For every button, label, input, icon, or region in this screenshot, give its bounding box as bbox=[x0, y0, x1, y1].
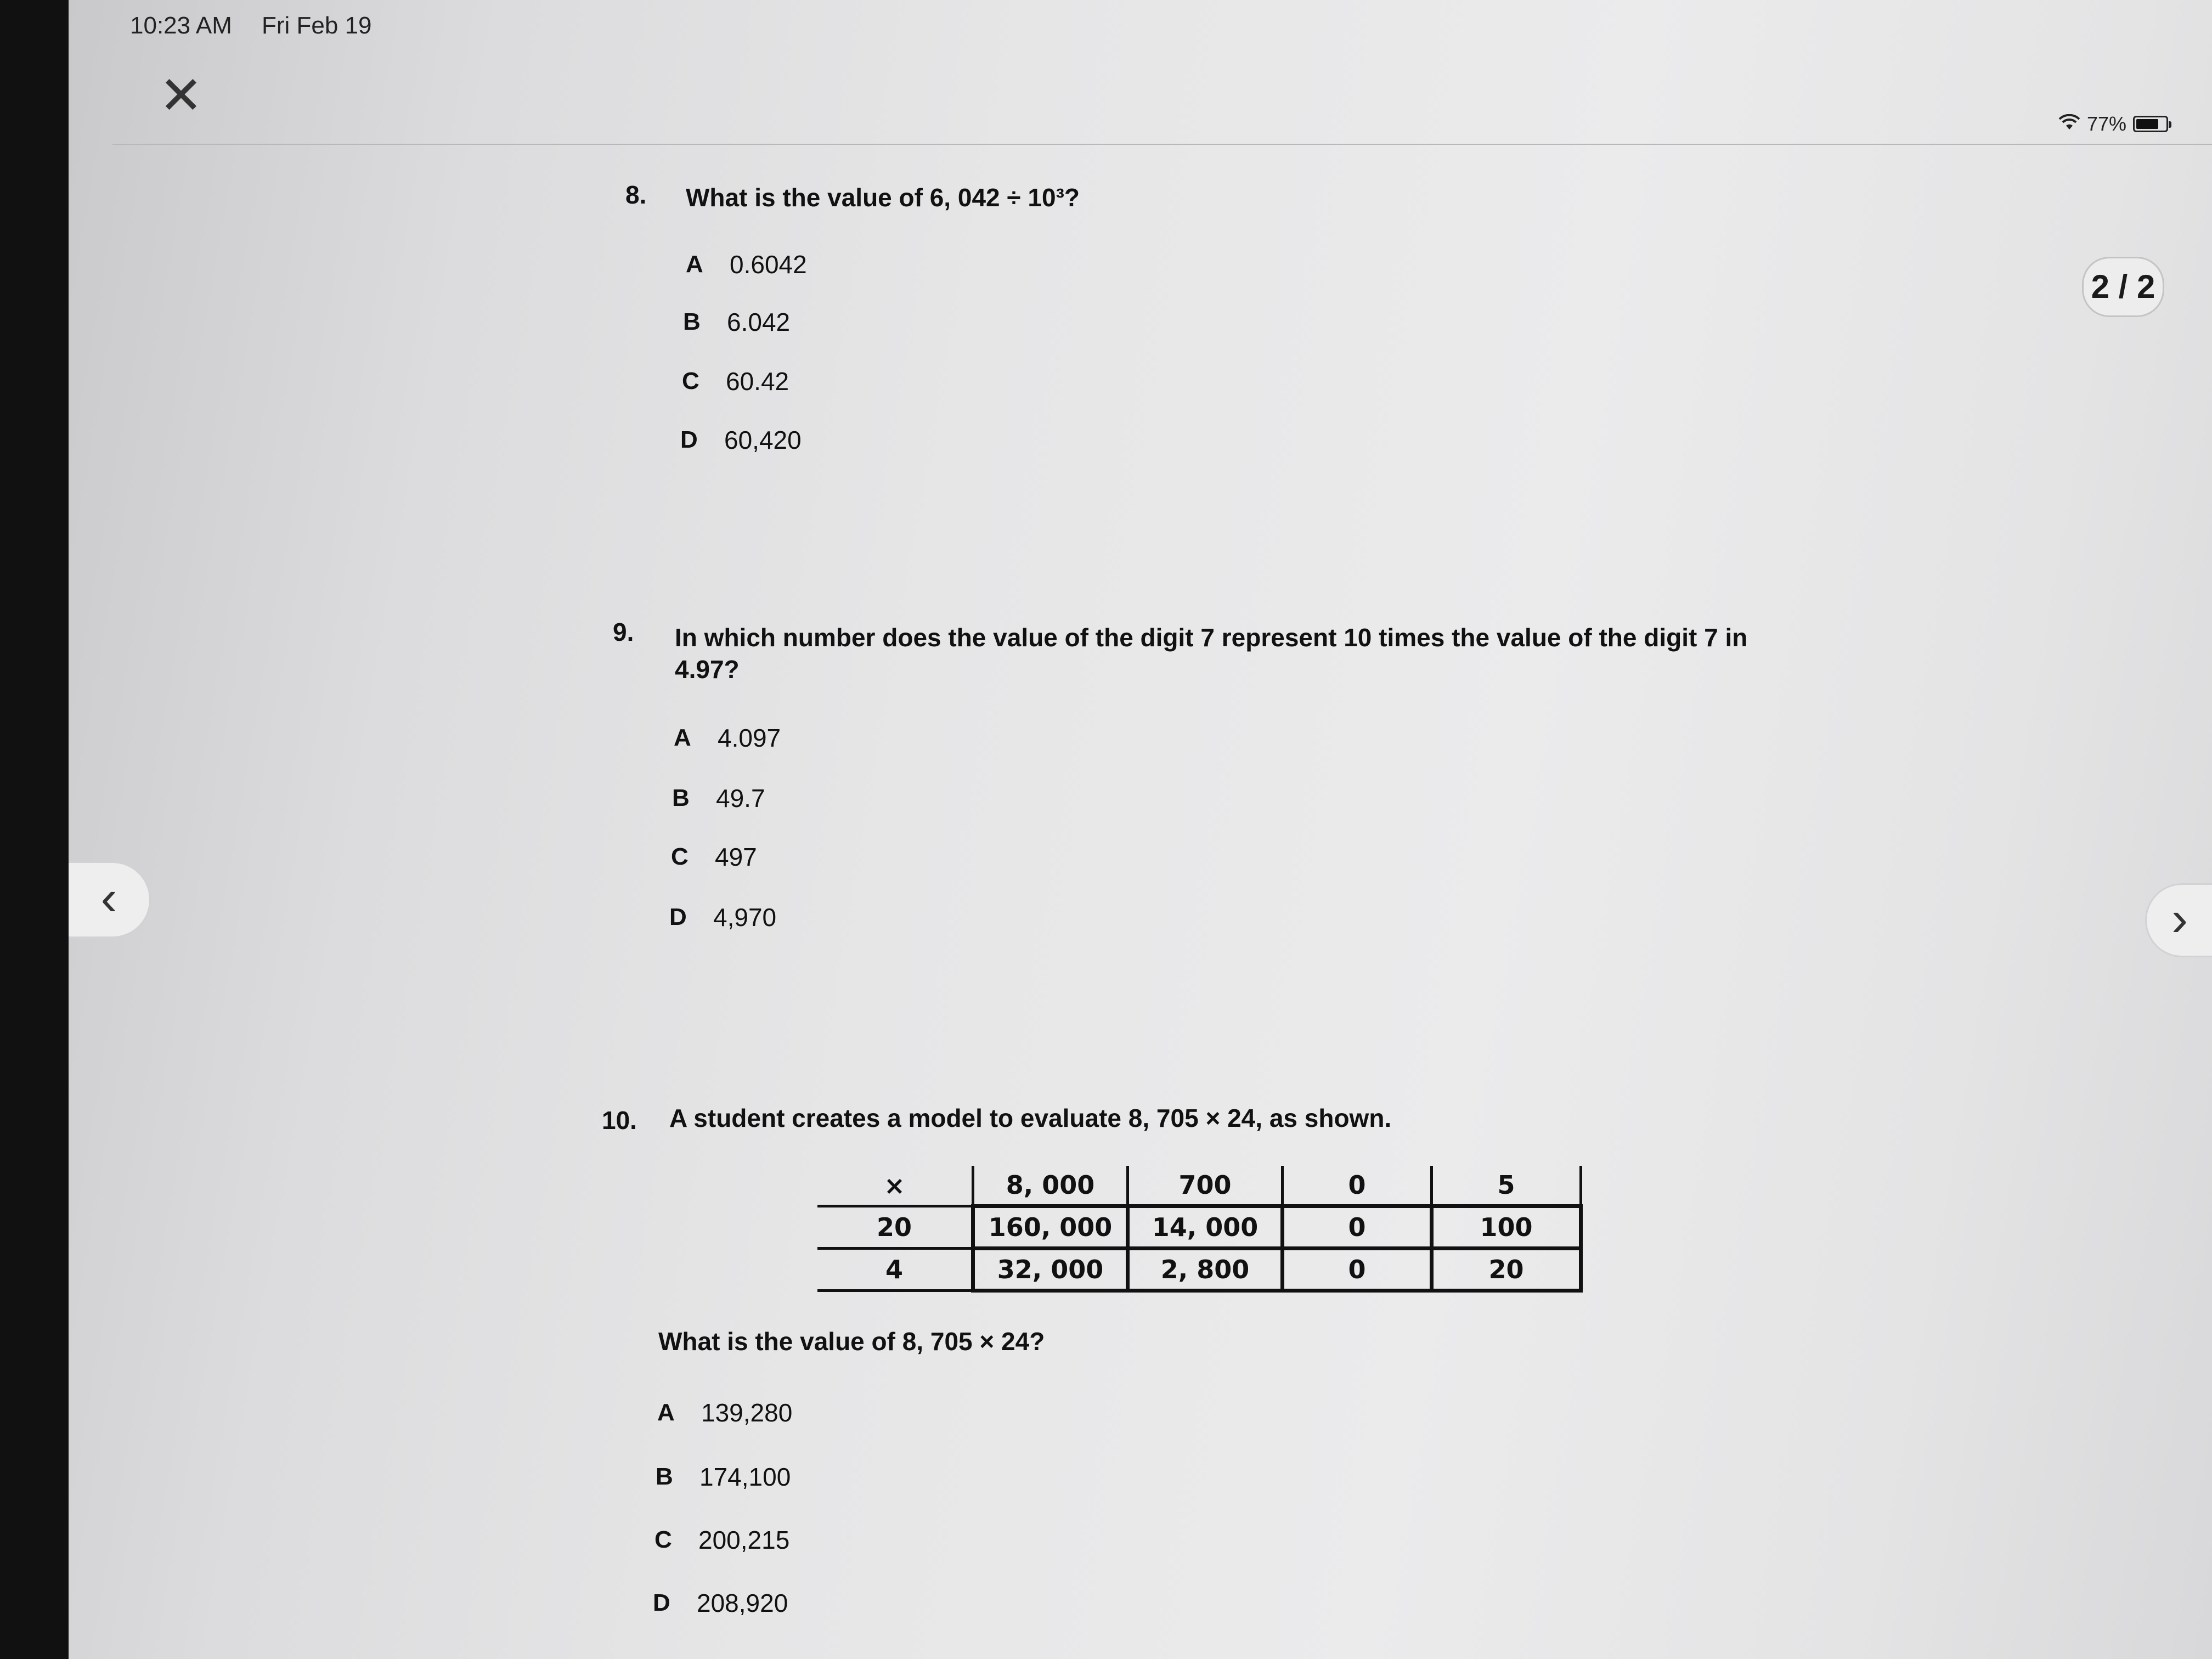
status-time: 10:23 AM bbox=[130, 12, 232, 39]
choice-letter: D bbox=[669, 904, 687, 930]
close-icon: ✕ bbox=[159, 66, 204, 125]
choice-letter: C bbox=[671, 843, 689, 870]
choice-c[interactable] bbox=[671, 842, 757, 872]
next-page-button[interactable] bbox=[2145, 883, 2212, 957]
choice-d[interactable] bbox=[680, 425, 802, 455]
choice-letter: A bbox=[657, 1399, 675, 1426]
question-number: 10. bbox=[602, 1106, 637, 1135]
choice-letter: B bbox=[683, 308, 701, 335]
model-corner: × bbox=[817, 1166, 973, 1206]
chevron-left-icon: ‹ bbox=[100, 871, 117, 926]
question-text: A student creates a model to evaluate 8, 705 × 24, as shown. bbox=[669, 1104, 1392, 1132]
model-row-label: 20 bbox=[817, 1206, 973, 1249]
screen bbox=[69, 0, 2212, 1659]
area-model-table bbox=[817, 1166, 1583, 1293]
model-cell: 100 bbox=[1432, 1206, 1581, 1249]
question-number: 9. bbox=[613, 618, 634, 646]
choice-value: 4.097 bbox=[718, 724, 781, 752]
model-column-header: 8, 000 bbox=[973, 1166, 1128, 1206]
status-indicators bbox=[2058, 112, 2168, 136]
model-cell: 0 bbox=[1283, 1249, 1432, 1291]
choice-letter: B bbox=[656, 1463, 673, 1490]
choice-value: 60.42 bbox=[726, 367, 789, 396]
choice-c[interactable] bbox=[682, 366, 789, 396]
close-button[interactable] bbox=[156, 66, 206, 125]
choice-a[interactable] bbox=[674, 723, 781, 753]
choice-b[interactable] bbox=[683, 307, 790, 337]
model-header-row bbox=[817, 1166, 1581, 1206]
question-text-line2: 4.97? bbox=[675, 655, 740, 684]
subquestion-text: What is the value of 8, 705 × 24? bbox=[658, 1327, 1045, 1356]
model-column-header: 0 bbox=[1283, 1166, 1432, 1206]
battery-icon bbox=[2133, 116, 2168, 132]
choice-value: 200,215 bbox=[698, 1526, 790, 1554]
choice-b[interactable] bbox=[672, 783, 765, 813]
chevron-right-icon: › bbox=[2171, 891, 2188, 946]
battery-percent: 77% bbox=[2086, 112, 2126, 135]
question-text-line1: In which number does the value of the digit 7 represent 10 times the value of the digit 7 in bbox=[675, 623, 1748, 652]
question-number: 8. bbox=[625, 180, 647, 209]
status-bar bbox=[69, 0, 2212, 60]
choice-value: 208,920 bbox=[697, 1589, 788, 1617]
choice-letter: C bbox=[682, 368, 699, 394]
choice-d[interactable] bbox=[653, 1588, 788, 1618]
choice-value: 49.7 bbox=[716, 784, 765, 812]
question-text: What is the value of 6, 042 ÷ 10³? bbox=[686, 183, 1080, 212]
choice-value: 139,280 bbox=[701, 1398, 793, 1427]
model-row-label: 4 bbox=[817, 1249, 973, 1291]
model-row bbox=[817, 1206, 1581, 1249]
choice-letter: C bbox=[654, 1526, 672, 1553]
battery-fill bbox=[2136, 119, 2158, 129]
model-row bbox=[817, 1249, 1581, 1291]
model-column-header: 700 bbox=[1128, 1166, 1283, 1206]
choice-b[interactable] bbox=[656, 1462, 791, 1492]
choice-letter: A bbox=[686, 251, 703, 278]
model-column-header: 5 bbox=[1432, 1166, 1581, 1206]
choice-value: 0.6042 bbox=[730, 250, 807, 279]
choice-a[interactable] bbox=[686, 250, 807, 279]
choice-letter: D bbox=[653, 1589, 670, 1616]
choice-a[interactable] bbox=[657, 1398, 792, 1427]
choice-letter: D bbox=[680, 426, 698, 453]
model-cell: 20 bbox=[1432, 1249, 1581, 1291]
model-cell: 160, 000 bbox=[973, 1206, 1128, 1249]
choice-d[interactable] bbox=[669, 902, 776, 932]
toolbar-divider bbox=[112, 144, 2212, 145]
status-date: Fri Feb 19 bbox=[262, 12, 372, 39]
choice-letter: B bbox=[672, 785, 690, 811]
choice-value: 497 bbox=[715, 843, 757, 871]
choice-c[interactable] bbox=[654, 1525, 789, 1555]
page-counter: 2 / 2 bbox=[2082, 257, 2164, 317]
model-cell: 2, 800 bbox=[1128, 1249, 1283, 1291]
choice-value: 4,970 bbox=[713, 903, 777, 932]
model-cell: 32, 000 bbox=[973, 1249, 1128, 1291]
previous-page-button[interactable] bbox=[69, 861, 151, 938]
wifi-icon bbox=[2058, 112, 2080, 136]
choice-value: 6.042 bbox=[727, 308, 791, 336]
choice-value: 60,420 bbox=[724, 426, 802, 454]
model-cell: 14, 000 bbox=[1128, 1206, 1283, 1249]
model-cell: 0 bbox=[1283, 1206, 1432, 1249]
choice-value: 174,100 bbox=[699, 1463, 791, 1491]
choice-letter: A bbox=[674, 724, 691, 751]
